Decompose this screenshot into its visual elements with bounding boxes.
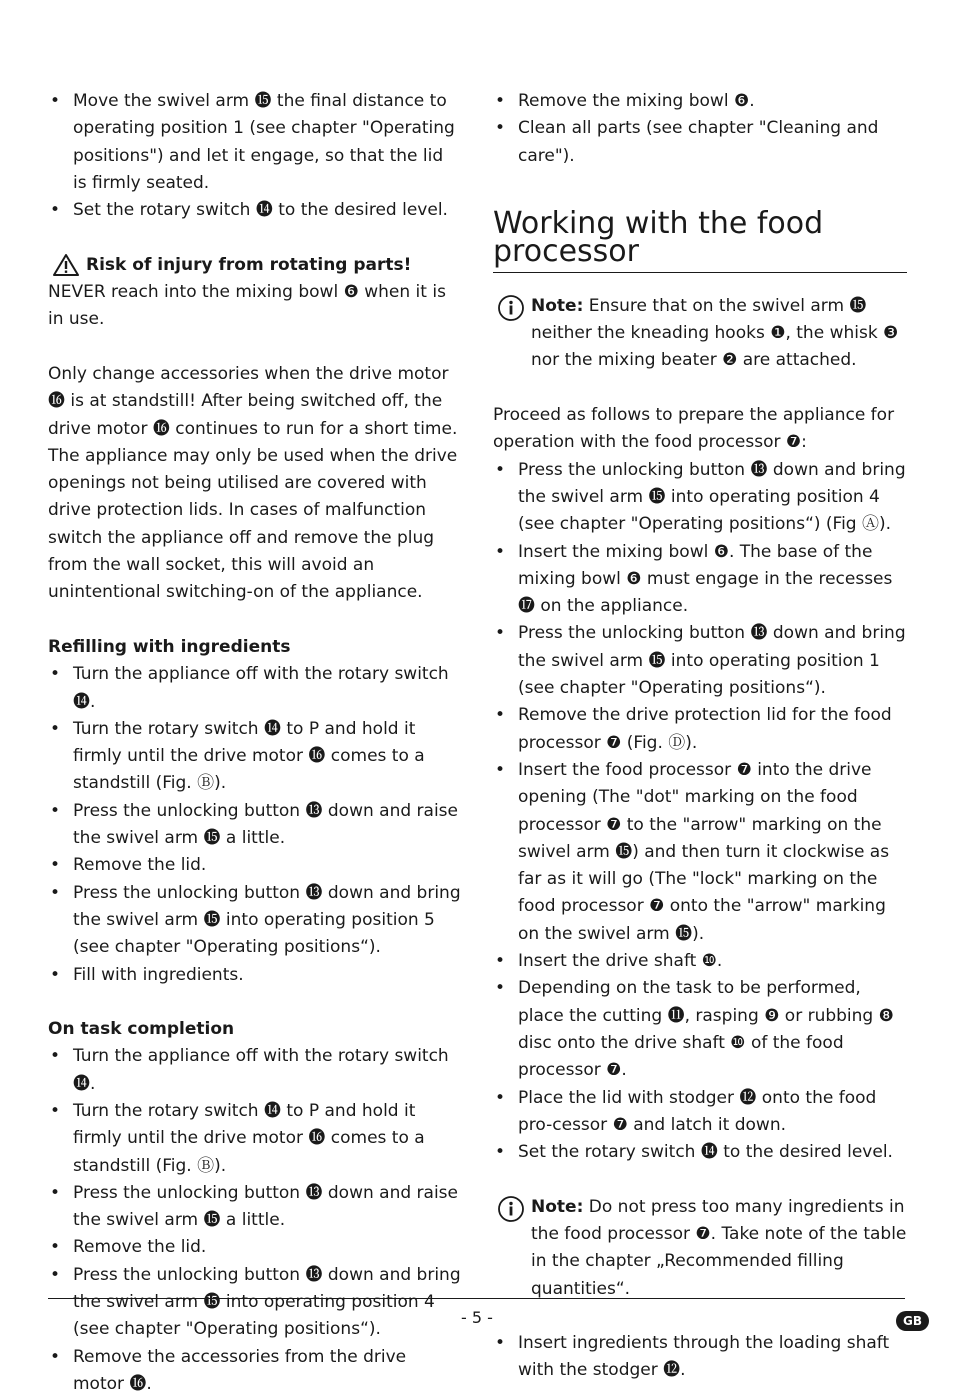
language-badge: GB [896, 1311, 929, 1331]
refilling-heading: Refilling with ingredients [48, 636, 291, 657]
swivel-arm-steps [48, 88, 462, 224]
section-title: Working with the food processor [493, 210, 907, 273]
list-item: • Press the unlocking button ⓭ down and raise the swivel arm ⓯ a little. [48, 1180, 462, 1235]
list-item: • Move the swivel arm ⓯ the final distance to operating position 1 (see chapter "Operating positions") and let it engage, so that the lid is firmly seated. [48, 88, 462, 197]
list-item: • Remove the mixing bowl ❻. [493, 88, 907, 115]
list-item: • Remove the accessories from the drive motor ⓰. [48, 1344, 462, 1398]
list-item: • Remove the lid. [48, 852, 462, 879]
list-item: • Set the rotary switch ⓮ to the desired level. [48, 197, 462, 224]
cleanup-steps [493, 88, 907, 170]
note-swivel-arm [493, 293, 907, 375]
right-column [493, 88, 907, 1385]
list-item: • Turn the rotary switch ⓮ to P and hold it firmly until the drive motor ⓰ comes to a standstill (Fig. Ⓑ). [48, 716, 462, 798]
list-item: • Press the unlocking button ⓭ down and bring the swivel arm ⓯ into operating position 5 (see chapter "Operating positions“). [48, 880, 462, 962]
list-item: • Clean all parts (see chapter "Cleaning and care"). [493, 115, 907, 170]
warning-title: Risk of injury from rotating parts! [86, 254, 412, 275]
list-item: • Turn the appliance off with the rotary switch ⓮. [48, 661, 462, 716]
page-number: - 5 - [461, 1308, 493, 1327]
list-item: • Fill with ingredients. [48, 962, 462, 989]
safety-paragraph: Only change accessories when the drive motor ⓰ is at standstill! After being switched off, the drive motor ⓰ continues to run for a short time. The appliance may only be used when the drive openings not being utilised are covered with drive protection lids. In cases of malfunction switch the appliance off and remove the plug from the wall socket, this will avoid an unintentional switching-on of the appliance. [48, 363, 458, 603]
warning-heading [48, 252, 462, 279]
list-item: • Remove the drive protection lid for the food processor ❼ (Fig. Ⓓ). [493, 702, 907, 757]
note-text: Do not press too many ingredients in the food processor ❼. Take note of the table in the chapter „Recommended filling quantities“. [531, 1196, 907, 1299]
preparation-steps [493, 457, 907, 1167]
list-item: • Insert the mixing bowl ❻. The base of the mixing bowl ❻ must engage in the recesses ⓱ on the appliance. [493, 539, 907, 621]
completion-heading: On task completion [48, 1019, 235, 1040]
loading-step [493, 1330, 907, 1385]
list-item: • Press the unlocking button ⓭ down and bring the swivel arm ⓯ into operating position 4 (see chapter "Operating positions“). [48, 1262, 462, 1344]
refilling-list [48, 661, 462, 989]
completion-list [48, 1043, 462, 1398]
list-item: • Turn the rotary switch ⓮ to P and hold it firmly until the drive motor ⓰ comes to a standstill (Fig. Ⓑ). [48, 1098, 462, 1180]
left-column [48, 88, 462, 1398]
list-item: • Insert the drive shaft ❿. [493, 948, 907, 975]
list-item: • Press the unlocking button ⓭ down and raise the swivel arm ⓯ a little. [48, 798, 462, 853]
list-item: • Set the rotary switch ⓮ to the desired level. [493, 1139, 907, 1166]
info-icon [497, 1195, 525, 1223]
note-label: Note: [531, 295, 584, 316]
footer-divider [48, 1298, 905, 1299]
list-item: • Remove the lid. [48, 1234, 462, 1261]
list-item: • Insert ingredients through the loading shaft with the stodger ⓬. [493, 1330, 907, 1385]
list-item: • Press the unlocking button ⓭ down and bring the swivel arm ⓯ into operating position 1 (see chapter "Operating positions“). [493, 620, 907, 702]
list-item: • Press the unlocking button ⓭ down and bring the swivel arm ⓯ into operating position 4 (see chapter "Operating positions“) (Fig Ⓐ). [493, 457, 907, 539]
warning-text: NEVER reach into the mixing bowl ❻ when it is in use. [48, 282, 446, 330]
info-icon [497, 294, 525, 322]
note-filling [493, 1194, 907, 1303]
note-text: Ensure that on the swivel arm ⓯ neither the kneading hooks ❶, the whisk ❸ nor the mixing beater ❷ are attached. [531, 295, 899, 371]
warning-triangle-icon [52, 253, 80, 277]
note-label: Note: [531, 1196, 584, 1217]
list-item: • Place the lid with stodger ⓬ onto the food pro-cessor ❼ and latch it down. [493, 1085, 907, 1140]
intro-paragraph: Proceed as follows to prepare the appliance for operation with the food processor ❼: [493, 405, 895, 453]
list-item: • Turn the appliance off with the rotary switch ⓮. [48, 1043, 462, 1098]
list-item: • Insert the food processor ❼ into the drive opening (The "dot" marking on the food processor ❼ to the "arrow" marking on the swivel arm ⓯) and then turn it clockwise as far as it will go (The "lock" marking on the food processor ❼ onto the "arrow" marking on the swivel arm ⓯). [493, 757, 907, 948]
list-item: • Depending on the task to be performed, place the cutting ⓫, rasping ❾ or rubbing ❽ disc onto the drive shaft ❿ of the food processor ❼. [493, 975, 907, 1084]
